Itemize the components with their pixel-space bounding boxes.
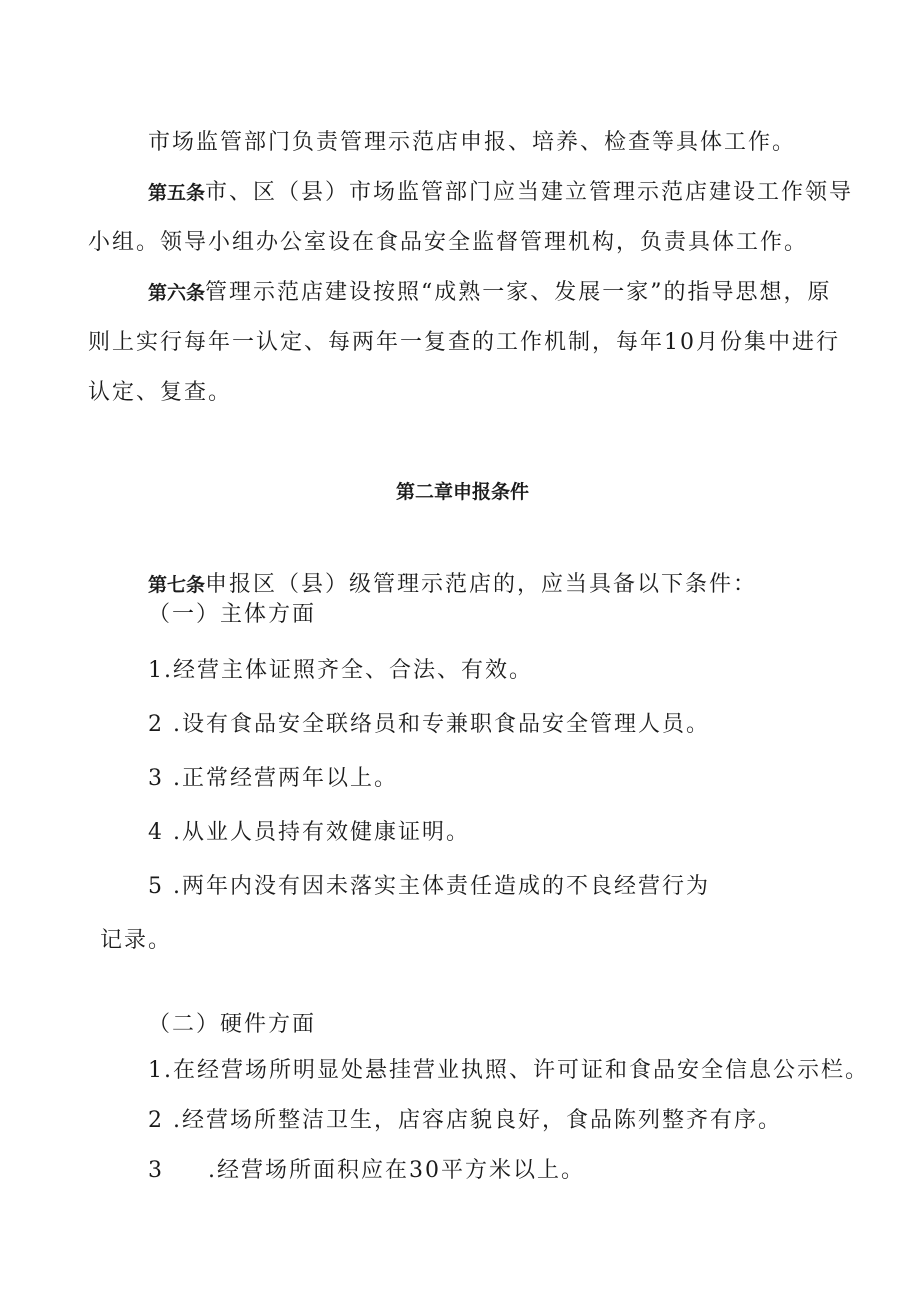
- paragraph-line: 市场监管部门负责管理示范店申报、培养、检查等具体工作。: [148, 130, 797, 155]
- article-7-text: 申报区（县）级管理示范店的，应当具备以下条件：: [205, 572, 758, 597]
- list-item-text: .经营场所面积应在30平方米以上。: [208, 1158, 585, 1183]
- article-6-line-1: [148, 278, 832, 308]
- section-heading: （二）硬件方面: [148, 1012, 317, 1037]
- list-item: 1.在经营场所明显处悬挂营业执照、许可证和食品安全信息公示栏。: [148, 1058, 869, 1083]
- article-6-text: 管理示范店建设按照“成熟一家、发展一家”的指导思想，原: [205, 280, 832, 305]
- list-item: 1.经营主体证照齐全、合法、有效。: [148, 658, 533, 683]
- article-7-label: 第七条: [148, 574, 206, 596]
- list-item-continuation: 记录。: [100, 928, 173, 953]
- list-item: 2 .设有食品安全联络员和专兼职食品安全管理人员。: [148, 712, 710, 737]
- article-5-line-1: [148, 178, 853, 208]
- article-5-label: 第五条: [148, 182, 206, 204]
- article-5-line-2: 小组。领导小组办公室设在食品安全监督管理机构，负责具体工作。: [88, 230, 809, 255]
- list-item: [148, 1156, 585, 1186]
- chapter-heading: 第二章申报条件: [396, 481, 530, 503]
- section-heading: （一）主体方面: [148, 602, 317, 627]
- list-item: 3 .正常经营两年以上。: [148, 766, 398, 791]
- article-7-line: [148, 570, 757, 600]
- list-item: 4 .从业人员持有效健康证明。: [148, 820, 470, 845]
- article-6-line-2: 则上实行每年一认定、每两年一复查的工作机制，每年10月份集中进行: [88, 330, 840, 355]
- list-item: 2 .经营场所整洁卫生，店容店貌良好，食品陈列整齐有序。: [148, 1108, 782, 1133]
- article-6-line-3: 认定、复查。: [88, 380, 233, 405]
- article-5-text: 市、区（县）市场监管部门应当建立管理示范店建设工作领导: [205, 180, 854, 205]
- list-item-number: 3: [148, 1158, 164, 1183]
- article-6-label: 第六条: [148, 282, 206, 304]
- list-item: 5 .两年内没有因未落实主体责任造成的不良经营行为: [148, 874, 710, 899]
